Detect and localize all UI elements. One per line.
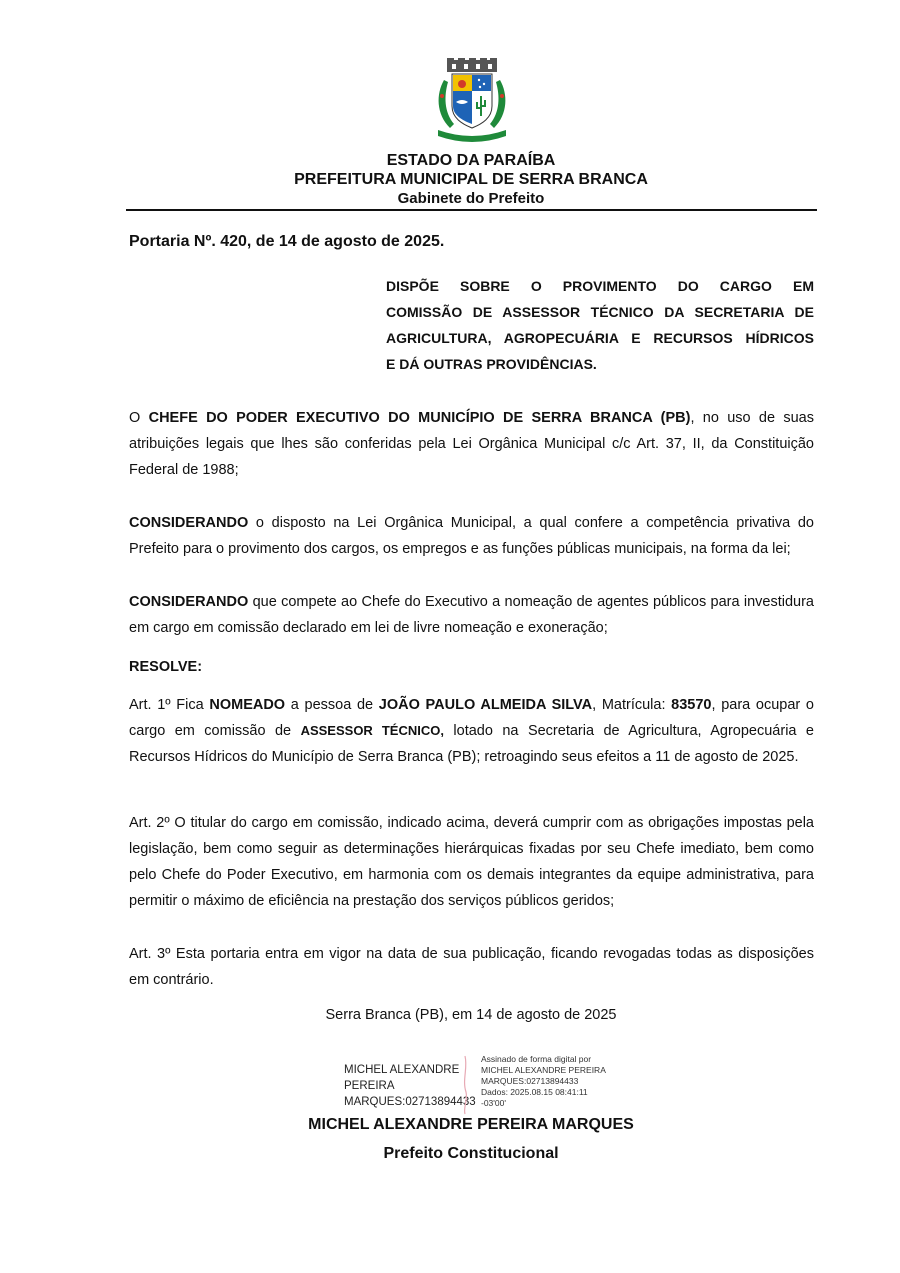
article-3: Art. 3º Esta portaria entra em vigor na data de sua publicação, ficando revogadas todas as disposições em contrário. (129, 946, 814, 988)
intro-text: , no uso de suas atribuições legais que lhes são conferidas pela Lei Orgânica Municipal c/c Art. 37, II, da Constituição Federal de 1988; (129, 410, 814, 478)
signature-name-line: MARQUES:02713894433 (344, 1096, 476, 1108)
art1-text: Art. 1º Fica (129, 697, 210, 713)
signature-info-line: -03'00' (481, 1098, 506, 1108)
signature-info-line: Assinado de forma digital por (481, 1054, 592, 1064)
art1-position: ASSESSOR TÉCNICO, (300, 723, 444, 738)
considerando-text: o disposto na Lei Orgânica Municipal, a qual confere a competência privativa do Prefeito para o provimento dos cargos, os empregos e as funções públicas municipais, na forma da lei; (129, 515, 814, 557)
signature-info-line: Dados: 2025.08.15 08:41:11 (481, 1087, 588, 1097)
city-date: Serra Branca (PB), em 14 de agosto de 2025 (325, 1007, 617, 1023)
considerando-label: CONSIDERANDO (129, 515, 249, 531)
article-2: Art. 2º O titular do cargo em comissão, indicado acima, deverá cumprir com as obrigações impostas pela legislação, bem como seguir as determinações hierárquicas fixadas por seu Chefe imediato, bem como pelo Chefe do Poder Executivo, em harmonia com os demais integrantes da equipe administrativa, para permitir o máximo de eficiência na prestação dos serviços públicos geridos; (129, 815, 814, 909)
considerando-label: CONSIDERANDO (129, 594, 249, 610)
art1-text: , Matrícula: (592, 697, 672, 713)
signature-stamp-icon (462, 1054, 468, 1116)
ementa (386, 273, 814, 377)
art1-matricula: 83570 (671, 697, 712, 713)
header-office: Gabinete do Prefeito (397, 190, 545, 207)
ementa-line: COMISSÃO DE ASSESSOR TÉCNICO DA SECRETARIA DE (386, 304, 814, 320)
art1-text: a pessoa de (285, 697, 379, 713)
signature-name-line: PEREIRA (344, 1080, 395, 1092)
art1-text: , para ocupar o cargo em comissão de (129, 697, 814, 739)
signature-info-line: MICHEL ALEXANDRE PEREIRA (481, 1065, 606, 1075)
municipal-crest-logo (434, 58, 510, 146)
art1-person-name: JOÃO PAULO ALMEIDA SILVA (378, 697, 593, 713)
ementa-line: AGRICULTURA, AGROPECUÁRIA E RECURSOS HÍDRICOS (386, 330, 814, 346)
header-municipality: PREFEITURA MUNICIPAL DE SERRA BRANCA (294, 171, 648, 188)
considerando-paragraph-2 (129, 589, 814, 641)
intro-prefix: O (129, 410, 149, 426)
header-divider (126, 209, 817, 211)
article-1 (129, 692, 814, 770)
signer-role: Prefeito Constitucional (383, 1145, 559, 1162)
ementa-line: DISPÕE SOBRE O PROVIMENTO DO CARGO EM (386, 278, 814, 294)
document-header (126, 151, 816, 208)
art1-text: lotado na Secretaria de Agricultura, Agropecuária e Recursos Hídricos do Município de Serra Branca (PB); retroagindo seus efeitos a 11 de agosto de 2025. (129, 723, 814, 765)
ementa-line: E DÁ OUTRAS PROVIDÊNCIAS. (386, 356, 597, 372)
intro-paragraph (129, 405, 814, 483)
digital-signature-name (344, 1062, 476, 1110)
considerando-paragraph-1 (129, 510, 814, 562)
digital-signature (344, 1054, 624, 1120)
signature-info-line: MARQUES:02713894433 (481, 1076, 579, 1086)
resolve-heading: RESOLVE: (129, 659, 203, 675)
art1-nomeado: NOMEADO (209, 697, 286, 713)
digital-signature-info (481, 1054, 606, 1109)
header-state: ESTADO DA PARAÍBA (386, 152, 556, 169)
signature-name-line: MICHEL ALEXANDRE (344, 1064, 460, 1076)
portaria-title: Portaria Nº. 420, de 14 de agosto de 2025. (129, 233, 445, 250)
considerando-text: que compete ao Chefe do Executivo a nomeação de agentes públicos para investidura em cargo em comissão declarado em lei de livre nomeação e exoneração; (129, 594, 814, 636)
intro-authority: CHEFE DO PODER EXECUTIVO DO MUNICÍPIO DE SERRA BRANCA (PB) (148, 410, 691, 426)
signer-name: MICHEL ALEXANDRE PEREIRA MARQUES (308, 1116, 634, 1133)
